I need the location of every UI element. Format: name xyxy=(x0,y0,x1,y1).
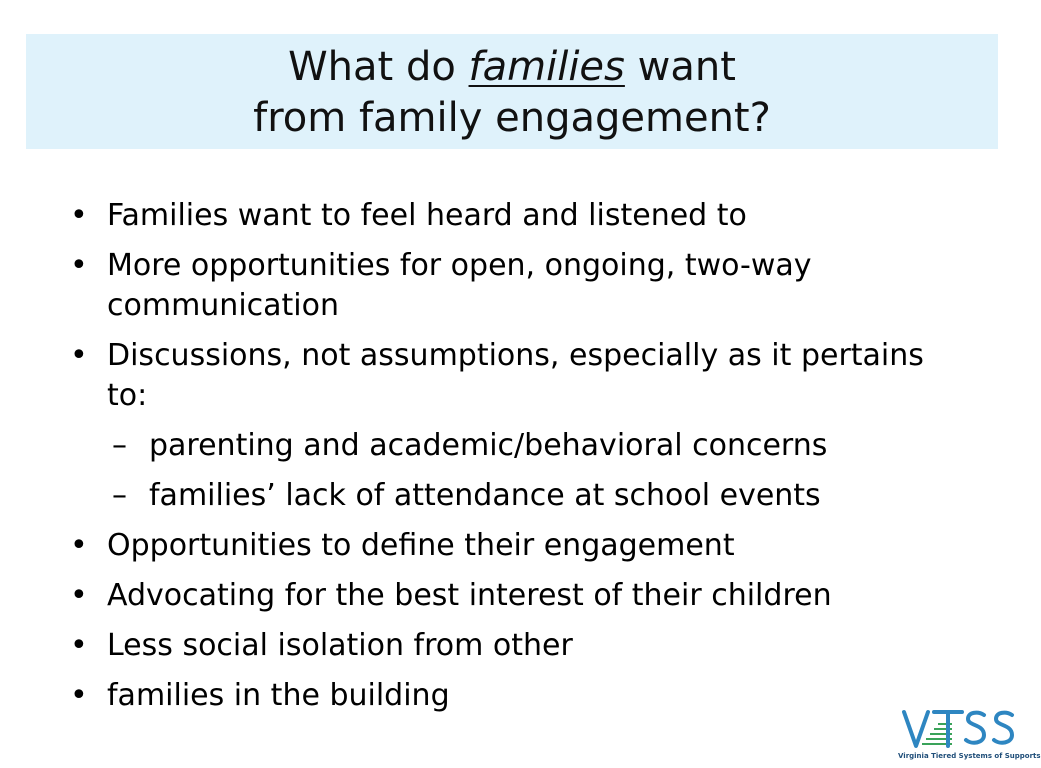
title-emphasis: families xyxy=(468,44,625,90)
bullet-marker: • xyxy=(70,248,88,283)
title-banner xyxy=(26,34,998,149)
sub-bullet-item xyxy=(70,476,960,516)
bullet-text: Advocating for the best interest of their children xyxy=(107,578,832,613)
vtss-logo-mark xyxy=(898,704,1024,752)
bullet-list xyxy=(70,196,960,726)
bullet-item xyxy=(70,526,960,566)
bullet-item xyxy=(70,196,960,236)
title-line-1 xyxy=(26,42,998,93)
bullet-marker: • xyxy=(70,198,88,233)
bullet-text: More opportunities for open, ongoing, two-way communication xyxy=(107,248,812,323)
bullet-item xyxy=(70,336,960,416)
vtss-logo-subtitle: Virginia Tiered Systems of Supports xyxy=(898,752,1041,760)
sub-bullet-text: parenting and academic/behavioral concerns xyxy=(149,428,828,463)
bullet-text: Opportunities to define their engagement xyxy=(107,528,735,563)
sub-bullet-marker: – xyxy=(112,478,127,513)
sub-bullet-text: families’ lack of attendance at school events xyxy=(149,478,821,513)
bullet-item xyxy=(70,626,960,666)
bullet-text: Families want to feel heard and listened to xyxy=(107,198,747,233)
bullet-text: Discussions, not assumptions, especially as it pertains to: xyxy=(107,338,924,413)
bullet-marker: • xyxy=(70,678,88,713)
bullet-text: Less social isolation from other xyxy=(107,628,573,663)
title-line-2: from family engagement? xyxy=(253,95,771,141)
sub-bullet-item xyxy=(70,426,960,466)
bullet-item xyxy=(70,576,960,616)
bullet-text: families in the building xyxy=(107,678,450,713)
bullet-item xyxy=(70,676,960,716)
bullet-marker: • xyxy=(70,628,88,663)
title-after: want xyxy=(637,44,736,90)
title-before: What do xyxy=(288,44,456,90)
bullet-marker: • xyxy=(70,578,88,613)
bullet-marker: • xyxy=(70,338,88,373)
bullet-item xyxy=(70,246,960,326)
bullet-marker: • xyxy=(70,528,88,563)
sub-bullet-marker: – xyxy=(112,428,127,463)
vtss-logo xyxy=(898,704,1041,766)
